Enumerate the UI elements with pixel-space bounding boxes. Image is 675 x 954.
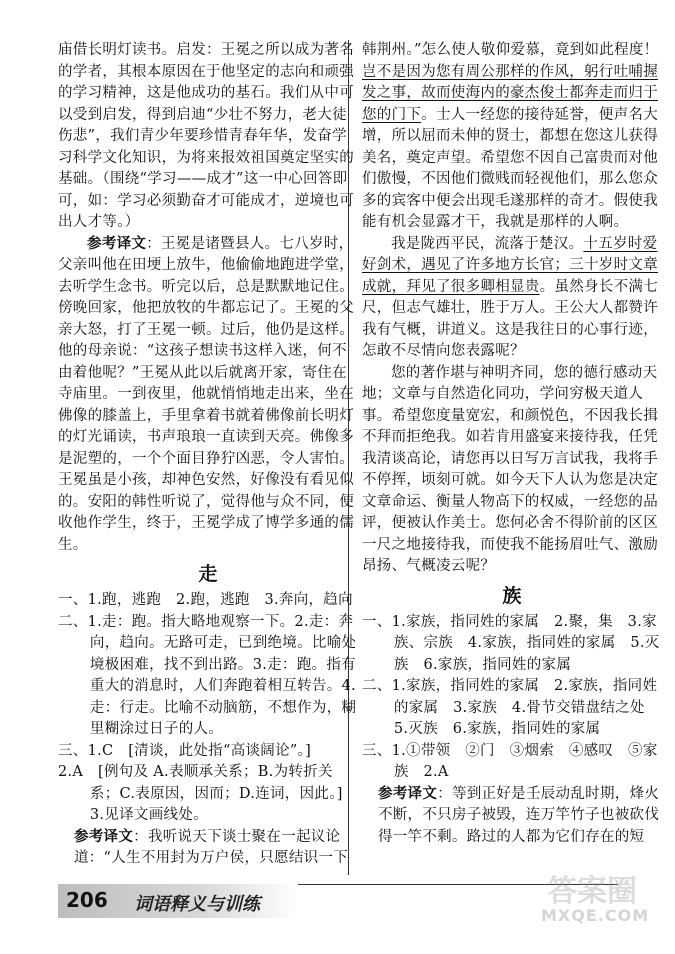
paragraph: 您的著作堪与神明齐同，您的德行感动天地；文章与自然造化同功，学问穷极天道人事。希望您度量宽宏，和颜悦色，不因我长揖不拜而拒绝我。如若肯用盛宴来接待我，任凭我清谈高论，请您再以日写万言试我，我将手不停挥，顷刻可就。如今天下人认为您是决定文章命运、衡量人物高下的权威，一经您的品评，便被认作美士。您何必舍不得阶前的区区一尺之地接待我，而使我不能扬眉吐气、激励昂扬、气概凌云呢？ [362, 364, 658, 574]
watermark-site: MXQE.COM [541, 906, 650, 925]
watermark [541, 866, 661, 936]
answer-item: 二、1.走：跑。指大略地观察一下。2.走：奔向，趋向。无路可走，已到绝境。比喻处境极困难，找不到出路。3.走：跑。指有重大的消息时，人们奔跑着相互转告。4.走：行走。比喻不动脑筋，不想作为，糊里糊涂过日子的人。 [58, 613, 357, 737]
page-footer [58, 884, 618, 920]
paragraph-text: 韩荆州。”怎么使人敬仰爱慕，竟到如此程度！ [362, 42, 659, 58]
answer-item: 2.A [例句及 A.表顺承关系；B.为转折关系；C.表原因，因而；D.连词，因此。] [58, 764, 343, 802]
page-number: 206 [66, 888, 108, 912]
right-column [362, 40, 662, 848]
answer-item: 三、1.C [清谈，此处指“高谈阔论”。] [58, 742, 312, 759]
reference-translation-label: 参考译文 [377, 785, 438, 802]
answer-item: 一、1.家族，指同姓的家属 2.聚，集 3.家族、宗族 4.家族，指同姓的家属 5.灭族 6.家族，指同姓的家属 [362, 613, 660, 673]
answer-item: 一、1.跑，逃跑 2.跑，逃跑 3.奔向，趋向 [58, 592, 353, 608]
reference-translation-label: 参考译文 [73, 828, 134, 845]
underlined-text: 十五岁时爱好剑术，遇见了许多地方长官；三十岁时文章成就，拜见了很多卿相显贵 [362, 235, 658, 295]
paragraph-text: ：等到正好是壬辰动乱时期，烽火不断，不只房子被毁，连万竿竹子也被砍伐得一竿不剩。路过的人都为它们存在的短 [377, 785, 660, 845]
paragraph [58, 234, 358, 557]
paragraph: 庙借长明灯读书。启发：王冕之所以成为著名的学者，其根本原因在于他坚定的志向和顽强的学习精神，这是他成功的基石。我们从中可以受到启发，得到启迪“少壮不努力，老大徒伤悲”，我们青少年要珍惜青春年华，发奋学习科学文化知识，为将来报效祖国奠定坚实的基础。（围绕“学习——成才”这一中心回答即可，如：学习必须勤奋才可能成才，逆境也可出人才等。） [58, 42, 354, 230]
watermark-logo: 答案圈 [547, 874, 637, 909]
left-column [58, 40, 358, 870]
answer-item: 三、1.①带领 ②门 ③烟索 ④感叹 ⑤家族 2.A [362, 742, 658, 780]
paragraph [362, 40, 662, 234]
book-title: 词语释义与训练 [134, 894, 260, 915]
section-title-zou: 走 [198, 563, 218, 585]
answer-item: 二、1.家族，指同姓的家属 2.家族，指同姓的家属 3.家族 4.骨节交错盘结之处 5.灭族 6.家族，指同姓的家属 [362, 678, 660, 737]
paragraph-text: 。虽然身长不满七尺，但志气雄壮，胜于万人。王公大人都赞许我有气概，讲道义。这是我往日的心事行迹，怎敢不尽情向您表露呢？ [362, 278, 659, 359]
reference-translation-label: 参考译文 [87, 235, 147, 252]
paragraph-text: 。士人一经您的接待延誉，便声名大增，所以屈而未伸的贤士，都想在您这儿获得美名，奠定声望。希望您不因自己富贵而对他们傲慢，不因他们微贱而轻视他们，那么您众多的宾客中便会出现毛遂那样的奇才。假使我能有机会显露才干，我就是那样的人啊。 [362, 106, 659, 230]
section-title-zu: 族 [502, 584, 522, 607]
underlined-text: 岂不是因为您有周公那样的作风，躬行吐哺握发之事，故而使海内的豪杰俊士都奔走而归于您的门下 [362, 63, 658, 123]
paragraph-text: ：王冕是诸暨县人。七八岁时，父亲叫他在田埂上放牛，他偷偷地跑进学堂，去听学生念书。听完以后，总是默默地记住。傍晚回家，他把放牧的牛都忘记了。王冕的父亲大怒，打了王冕一顿。过后，他仍是这样。他的母亲说：“这孩子想读书这样入迷，何不由着他呢？”王冕从此以后就离开家，寄住在寺庙里。一到夜里，他就悄悄地走出来，坐在佛像的膝盖上，手里拿着书就着佛像前长明灯的灯光诵读，书声琅琅一直读到天亮。佛像多是泥塑的，一个个面目狰狞凶恶，令人害怕。王冕虽是小孩，却神色安然，好像没有看见似的。安阳的韩性听说了，觉得他与众不同，便收他作学生，终于，王冕学成了博学多通的儒生。 [58, 235, 354, 553]
paragraph [362, 234, 662, 363]
paragraph-text: 我是陇西平民，流落于楚汉。 [391, 235, 584, 252]
answer-item: 3.见译文画线处。 [89, 807, 208, 823]
paragraph-text: ：我听说天下谈士聚在一起议论道：“人生不用封为万户侯，只愿结识一下 [73, 828, 349, 866]
paragraph [362, 784, 662, 849]
paragraph [58, 827, 358, 870]
